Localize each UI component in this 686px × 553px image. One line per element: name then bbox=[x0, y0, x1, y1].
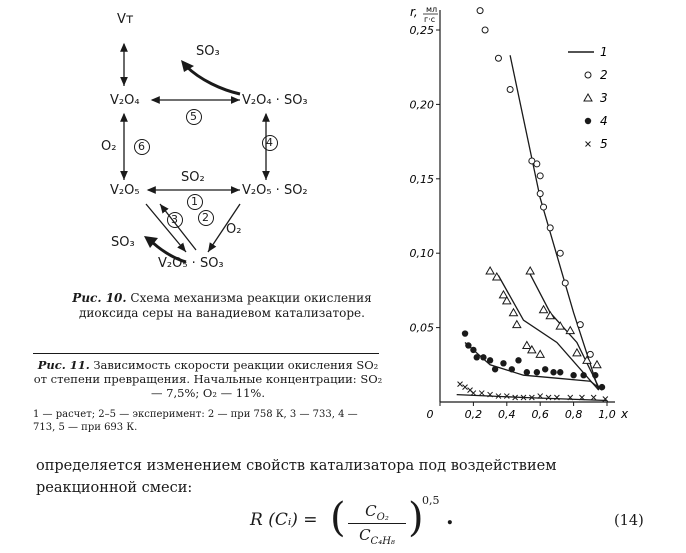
x-tick-label: 0,4 bbox=[498, 408, 516, 421]
data-point-series-4 bbox=[515, 357, 521, 363]
legend-label-1: 1 bbox=[600, 45, 608, 59]
data-point-series-4 bbox=[580, 372, 586, 378]
data-point-series-2 bbox=[587, 351, 593, 357]
body-paragraph: определяется изменением свойств катализатора под воздействием реакционной смеси: bbox=[36, 458, 557, 496]
legend-marker-2 bbox=[585, 72, 591, 78]
data-point-series-5 bbox=[546, 395, 551, 400]
data-point-series-4 bbox=[470, 347, 476, 353]
data-point-series-4 bbox=[500, 360, 506, 366]
equation-number: (14) bbox=[614, 513, 644, 529]
data-point-series-2 bbox=[537, 173, 543, 179]
data-point-series-2 bbox=[537, 191, 543, 197]
data-point-series-2 bbox=[507, 87, 513, 93]
data-point-series-3 bbox=[526, 267, 534, 274]
data-point-series-4 bbox=[524, 369, 530, 375]
node-o2-left: O₂ bbox=[101, 139, 117, 154]
data-point-series-2 bbox=[562, 280, 568, 286]
figure-11-legend-note: 1 — расчет; 2–5 — эксперимент: 2 — при 758 К, 3 — 733, 4 — 713, 5 — при 693 К. bbox=[33, 409, 358, 433]
legend-label-5: 5 bbox=[600, 137, 608, 151]
data-point-series-3 bbox=[566, 327, 574, 334]
node-v2o4: V₂O₄ bbox=[110, 93, 140, 108]
data-point-series-2 bbox=[557, 250, 563, 256]
chart-legend bbox=[568, 45, 608, 151]
y-tick-label: 0,20 bbox=[409, 98, 434, 112]
data-point-series-4 bbox=[465, 342, 471, 348]
data-point-series-4 bbox=[509, 366, 515, 372]
data-point-series-3 bbox=[523, 341, 531, 348]
equation-14 bbox=[250, 496, 550, 546]
data-point-series-5 bbox=[479, 391, 484, 396]
data-point-series-4 bbox=[592, 372, 598, 378]
node-so2: SO₂ bbox=[181, 170, 205, 185]
data-point-series-2 bbox=[477, 8, 483, 14]
divider bbox=[33, 353, 379, 354]
node-v2o5-so2: V₂O₅ · SO₂ bbox=[242, 183, 308, 198]
legend-label-2: 2 bbox=[600, 68, 608, 82]
figure-10-caption bbox=[72, 291, 372, 321]
data-point-series-5 bbox=[463, 385, 468, 390]
legend-label-4: 4 bbox=[600, 114, 608, 128]
data-point-series-4 bbox=[492, 366, 498, 372]
y-tick-label: 0,10 bbox=[409, 247, 434, 261]
y-axis-unit-den: г·с bbox=[424, 15, 436, 24]
node-v2o5-so3: V₂O₅ · SO₃ bbox=[158, 256, 224, 271]
legend-marker-5 bbox=[586, 142, 591, 147]
legend-marker-3 bbox=[584, 94, 592, 101]
step-1: 1 bbox=[191, 195, 198, 208]
equation-num: C bbox=[365, 502, 377, 520]
equation-exponent: 0,5 bbox=[422, 494, 440, 507]
equation-right-paren: ) bbox=[408, 495, 424, 541]
data-point-series-4 bbox=[487, 357, 493, 363]
equation-numerator bbox=[346, 502, 408, 523]
chart-points bbox=[458, 8, 608, 402]
equation-den-sub: C₄H₈ bbox=[370, 536, 395, 547]
data-point-series-4 bbox=[480, 354, 486, 360]
data-point-series-3 bbox=[573, 349, 581, 356]
scheme-arrows bbox=[0, 0, 380, 290]
y-tick-label: 0,25 bbox=[409, 24, 434, 37]
y-axis-label: r, bbox=[410, 5, 418, 19]
step-6: 6 bbox=[138, 140, 145, 153]
data-point-series-4 bbox=[599, 384, 605, 390]
x-tick-label: 1,0 bbox=[598, 408, 616, 421]
figure-11-label: Рис. 11. bbox=[37, 358, 90, 372]
data-point-series-2 bbox=[577, 322, 583, 328]
data-point-series-4 bbox=[474, 354, 480, 360]
step-3: 3 bbox=[171, 213, 178, 226]
legend-marker-4 bbox=[585, 118, 591, 124]
x-tick-label: 0,8 bbox=[564, 408, 583, 421]
figure-10-label: Рис. 10. bbox=[72, 291, 127, 305]
data-point-series-3 bbox=[540, 306, 548, 313]
calc-line-1 bbox=[510, 55, 599, 390]
x-tick-label: 0 bbox=[426, 408, 434, 421]
data-point-series-2 bbox=[534, 161, 540, 167]
x-tick-label: 0,2 bbox=[464, 408, 483, 421]
data-point-series-3 bbox=[486, 267, 494, 274]
figure-10-caption-text: Схема механизма реакции окисления диоксида серы на ванадиевом катализаторе. bbox=[79, 291, 372, 320]
step-2: 2 bbox=[202, 211, 209, 224]
data-point-series-5 bbox=[504, 394, 509, 399]
data-point-series-2 bbox=[547, 225, 553, 231]
figure-11-caption-text: Зависимость скорости реакции окисления SO₂ от степени превращения. Начальные концентрации: SO₂ — 7,5%; O₂ — 11%. bbox=[33, 358, 383, 400]
legend-label-3: 3 bbox=[600, 91, 608, 105]
equation-denominator bbox=[346, 526, 408, 547]
equation-left-paren: ( bbox=[330, 495, 346, 541]
node-v2o4-so3: V₂O₄ · SO₃ bbox=[242, 93, 308, 108]
x-axis-label: x bbox=[621, 407, 629, 421]
data-point-series-3 bbox=[556, 322, 564, 329]
equation-num-sub: O₂ bbox=[376, 512, 389, 523]
data-point-series-4 bbox=[542, 366, 548, 372]
equation-den: C bbox=[359, 526, 371, 544]
data-point-series-4 bbox=[550, 369, 556, 375]
figure-11-chart bbox=[400, 0, 686, 430]
x-tick-label: 0,6 bbox=[531, 408, 549, 421]
equation-lhs: R (Cᵢ) = bbox=[250, 510, 318, 530]
node-so3-top: SO₃ bbox=[196, 44, 220, 59]
figure-11-caption bbox=[33, 358, 383, 400]
step-4: 4 bbox=[266, 136, 273, 149]
y-axis-unit: мл bbox=[426, 5, 438, 14]
data-point-series-5 bbox=[458, 382, 463, 387]
data-point-series-2 bbox=[495, 55, 501, 61]
data-point-series-4 bbox=[534, 369, 540, 375]
equation-fraction-bar bbox=[348, 523, 406, 524]
data-point-series-3 bbox=[513, 321, 521, 328]
data-point-series-3 bbox=[509, 309, 517, 316]
data-point-series-4 bbox=[557, 369, 563, 375]
equation-tail: . bbox=[446, 504, 454, 530]
node-v2o5: V₂O₅ bbox=[110, 183, 140, 198]
data-point-series-3 bbox=[536, 350, 544, 357]
node-o2-right: O₂ bbox=[226, 222, 242, 237]
node-vt: Vт bbox=[117, 12, 134, 27]
node-so3-bottom: SO₃ bbox=[111, 235, 135, 250]
step-5: 5 bbox=[190, 110, 197, 123]
y-tick-label: 0,05 bbox=[409, 321, 434, 335]
y-tick-label: 0,15 bbox=[409, 172, 434, 186]
data-point-series-2 bbox=[541, 204, 547, 210]
data-point-series-4 bbox=[570, 372, 576, 378]
data-point-series-3 bbox=[593, 361, 601, 368]
data-point-series-4 bbox=[462, 330, 468, 336]
data-point-series-2 bbox=[482, 27, 488, 33]
data-point-series-5 bbox=[591, 395, 596, 400]
